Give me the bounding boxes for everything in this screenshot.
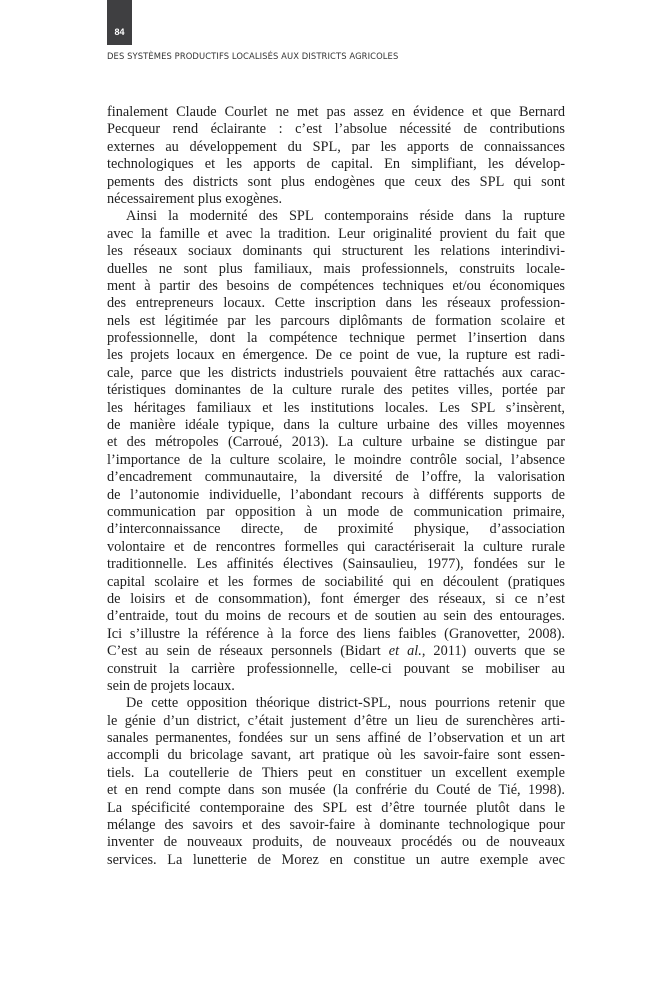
italic-citation: et al. [388, 643, 422, 660]
text-line [107, 643, 565, 660]
text-line: externes au développement du SPL, par les apports de connaissances [107, 138, 565, 155]
text-line: La spécificité contemporaine des SPL est d’être tournée plutôt dans le [107, 799, 565, 816]
text-line: le génie d’un district, c’était justement d’être un lieu de surenchères arti- [107, 712, 565, 729]
body-text [107, 104, 565, 869]
text-line: avec la famille et avec la tradition. Leur originalité provient du fait que [107, 225, 565, 242]
text-line: d’encadrement communautaire, la diversité de l’offre, la valorisation [107, 469, 565, 486]
text-line: finalement Claude Courlet ne met pas assez en évidence et que Bernard [107, 104, 565, 120]
text-line: sein de projets locaux. [107, 677, 235, 694]
text-line: inventer de nouveaux produits, de nouveaux procédés ou de nouveaux [107, 834, 565, 851]
text-line: ment à partir des besoins de compétences techniques et/ou économiques [107, 277, 565, 294]
text-line: nécessairement plus exogènes. [107, 190, 283, 207]
page-number-tab [107, 0, 132, 45]
text-line: mélange des savoirs et des savoir-faire à dominante technologique pour [107, 817, 565, 834]
text-line: les projets locaux en émergence. De ce point de vue, la rupture est radi- [107, 347, 565, 364]
text-line: et des métropoles (Carroué, 2013). La culture urbaine se distingue par [107, 434, 565, 451]
text-line: Ici s’illustre la référence à la force des liens faibles (Granovetter, 2008). [107, 625, 565, 642]
text-line: d’entraide, tout du moins de recours et de soutien au sein des entourages. [107, 608, 565, 625]
text-line: sanales permanentes, fondées sur un sens affiné de l’observation et un art [107, 730, 565, 747]
text-line: d’interconnaissance directe, de proximité physique, d’association [107, 521, 565, 538]
text-line: traditionnelle. Les affinités électives (Sainsaulieu, 1977), fondées sur le [107, 556, 565, 573]
text-segment: C’est au sein de réseaux personnels (Bidart [107, 643, 389, 660]
text-line: Pecqueur rend éclairante : c’est l’absolue nécessité de contributions [107, 121, 565, 138]
text-line: communication par opposition à un mode de communication primaire, [107, 503, 565, 520]
text-line: cale, parce que les districts industriels pouvaient être rattachés aux carac- [107, 364, 565, 381]
text-line: de l’autonomie individuelle, l’abondant recours à différents supports de [107, 486, 565, 503]
text-line: de manière idéale typique, dans la culture urbaine des villes moyennes [107, 417, 565, 434]
text-segment: , 2011) ouverts que se [421, 643, 565, 660]
text-line: pements des districts sont plus endogènes que ceux des SPL qui sont [107, 173, 565, 190]
text-line: de loisirs et de consommation), font émerger des réseaux, si ce n’est [107, 590, 565, 607]
text-line: De cette opposition théorique district-SPL, nous pourrions retenir que [126, 695, 565, 712]
text-line: volontaire et de rencontres formelles qui caractériserait la culture rurale [107, 538, 565, 555]
text-line: Ainsi la modernité des SPL contemporains réside dans la rupture [126, 208, 565, 225]
text-line: professionnelle, dont la compétence technique permet l’insertion dans [107, 330, 565, 347]
text-line: des entrepreneurs locaux. Cette inscription dans les réseaux profession- [107, 295, 565, 312]
text-line: duelles ne sont plus familiaux, mais professionnels, construits locale- [107, 260, 565, 277]
page-number: 84 [114, 27, 125, 37]
text-line: capital scolaire et les formes de sociabilité qui en découlent (pratiques [107, 573, 565, 590]
text-line: tiels. La coutellerie de Thiers peut en constituer un excellent exemple [107, 764, 565, 781]
text-line: services. La lunetterie de Morez en constitue un autre exemple avec [107, 851, 565, 868]
text-line: l’importance de la culture scolaire, le moindre contrôle social, l’absence [107, 451, 565, 468]
text-line: les héritages familiaux et les institutions locales. Les SPL s’insèrent, [107, 399, 565, 416]
running-title: DES SYSTÈMES PRODUCTIFS LOCALISÉS AUX DISTRICTS AGRICOLES [107, 51, 399, 61]
text-line: les réseaux sociaux dominants qui structurent les relations interindivi- [107, 243, 565, 260]
text-line: nels est légitimée par les parcours diplômants de formation scolaire et [107, 312, 565, 329]
text-line: téristiques dominantes de la culture rurale des petites villes, portée par [107, 382, 565, 399]
text-line: et en rend compte dans son musée (la confrérie du Couté de Tié, 1998). [107, 782, 565, 799]
text-line: technologiques et les apports de capital. En simplifiant, les dévelop- [107, 156, 565, 173]
text-line: construit la carrière professionnelle, celle-ci pouvant se mobiliser au [107, 660, 565, 677]
text-line: accompli du bricolage savant, art pratique où les savoir-faire sont essen- [107, 747, 565, 764]
